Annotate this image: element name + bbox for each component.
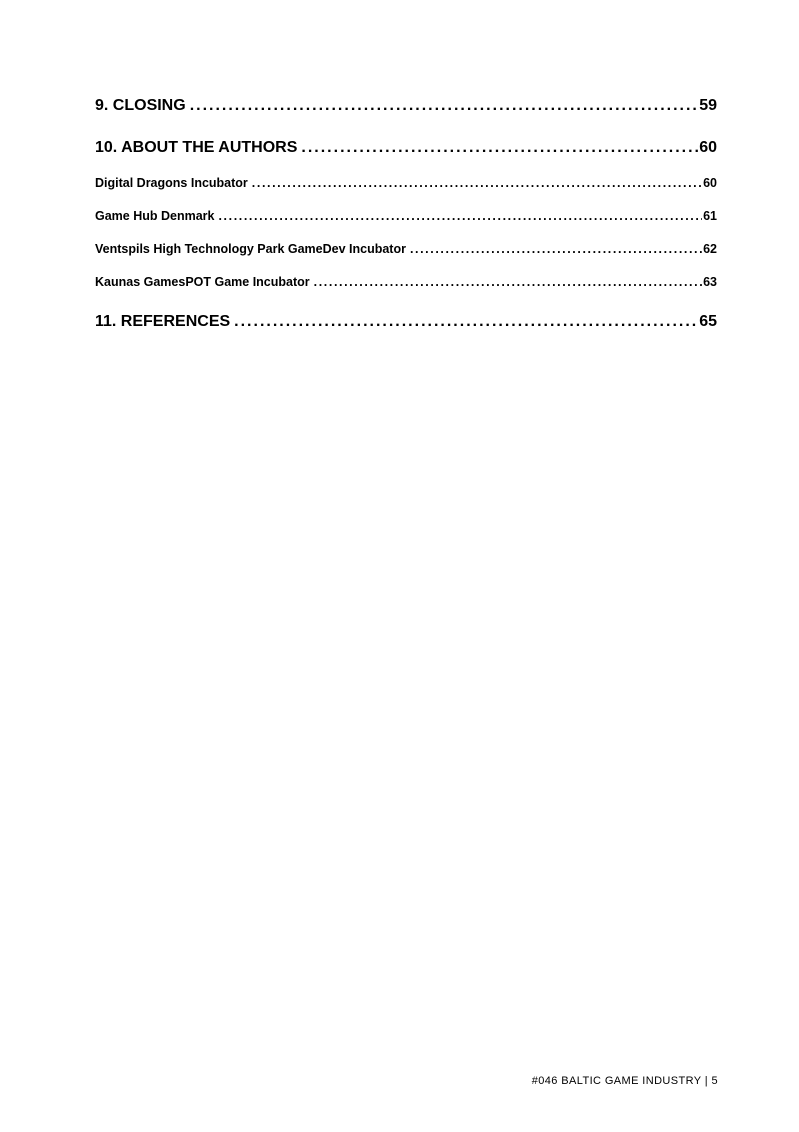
dot-leader (190, 96, 699, 116)
toc-entry-label: 9. CLOSING (95, 97, 186, 114)
toc-entry[interactable] (95, 312, 717, 332)
toc-entry[interactable] (95, 175, 717, 191)
toc-entry-label: 10. ABOUT THE AUTHORS (95, 139, 298, 156)
toc-entry-page-number: 63 (703, 275, 717, 289)
page-footer: #046 BALTIC GAME INDUSTRY | 5 (531, 1075, 718, 1087)
dot-leader (314, 274, 702, 290)
toc-entry-label: Digital Dragons Incubator (95, 176, 248, 190)
toc-entry-label: Game Hub Denmark (95, 209, 215, 223)
toc-entry-page-number: 60 (699, 139, 717, 156)
dot-leader (252, 175, 702, 191)
dot-leader (218, 208, 702, 224)
toc-entry-page-number: 59 (699, 97, 717, 114)
dot-leader (410, 241, 702, 257)
toc-entry-page-number: 60 (703, 176, 717, 190)
toc-entry[interactable] (95, 96, 717, 116)
toc-entry-label: Ventspils High Technology Park GameDev Incubator (95, 242, 406, 256)
toc-entry-page-number: 65 (699, 313, 717, 330)
table-of-contents (95, 96, 717, 332)
toc-entry-label: 11. REFERENCES (95, 313, 231, 330)
dot-leader (301, 138, 698, 158)
toc-entry[interactable] (95, 274, 717, 290)
dot-leader (234, 312, 698, 332)
toc-entry[interactable] (95, 241, 717, 257)
toc-entry-page-number: 61 (703, 209, 717, 223)
toc-entry[interactable] (95, 208, 717, 224)
toc-entry[interactable] (95, 138, 717, 158)
toc-entry-page-number: 62 (703, 242, 717, 256)
toc-entry-label: Kaunas GamesPOT Game Incubator (95, 275, 310, 289)
